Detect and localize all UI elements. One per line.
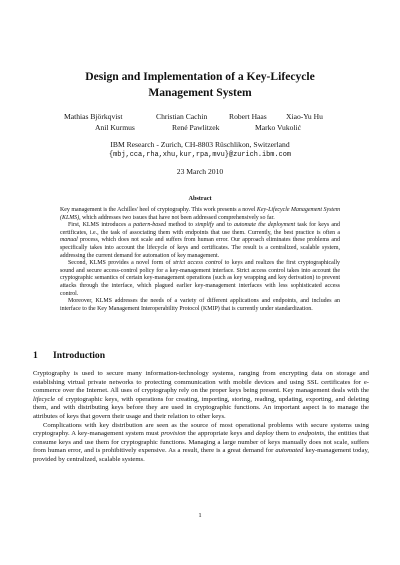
- abstract-paragraph: Key management is the Achilles' heel of cryptography. This work presents a novel Key-Lifecycle Management System (KLMS), which addresses two issues that have not been addressed comprehensively so far.: [60, 207, 340, 221]
- author-name: René Pawlitzek: [172, 123, 220, 132]
- section-number: 1: [33, 350, 38, 361]
- section-title: Introduction: [53, 350, 106, 361]
- title-line-1: Design and Implementation of a Key-Lifecycle: [85, 70, 315, 83]
- abstract-paragraph: Second, KLMS provides a novel form of strict access control to keys and realizes the first cryptographically sound and secure access-control policy for a key-management interface. Strict access control takes into account the cryptographic semantics of certain key-management operations (such as key wrapping and key derivation) to prevent attacks through the interface, which plagued earlier key-management interfaces with less sophisticated access control.: [60, 260, 340, 297]
- abstract-paragraph: Moreover, KLMS addresses the needs of a variety of different applications and endpoints, and includes an interface to the Key Management Interoperability Protocol (KMIP) that is currently under standardization.: [60, 298, 340, 312]
- author-name: Robert Haas: [229, 112, 267, 121]
- section-body: [33, 370, 369, 465]
- author-emails: {mbj,cca,rha,xhu,kur,rpa,mvu}@zurich.ibm.com: [109, 151, 291, 159]
- paper-date: 23 March 2010: [176, 167, 224, 176]
- paper-title: [40, 69, 360, 101]
- affiliation: IBM Research - Zurich, CH-8803 Rüschlikon, Switzerland: [110, 140, 290, 149]
- author-name: Marko Vukolić: [255, 123, 302, 132]
- body-paragraph: Complications with key distribution are seen as the source of most operational problems with secure systems using cryptography. A key-management system must provision the appropriate keys and deploy them to endpoints, the entities that consume keys and use them for cryptographic functions. Managing a large number of keys manually does not scale, suffers from human error, and is prohibitively expensive. As a result, there is a great demand for automated key-management today, provided by centralized, scalable systems.: [33, 421, 369, 463]
- author-name: Xiao-Yu Hu: [286, 112, 323, 121]
- page-number: 1: [198, 512, 202, 519]
- title-line-2: Management System: [148, 86, 252, 99]
- affiliation-block: [20, 140, 380, 160]
- section-heading: [33, 350, 105, 361]
- abstract-text: [60, 207, 340, 313]
- author-name: Christian Cachin: [156, 112, 208, 121]
- body-paragraph: Cryptography is used to secure many information-technology systems, ranging from encrypting data on storage and establishing virtual private networks to protecting communication with mobile devices and using SSL certificates for e-commerce over the Internet. All uses of cryptography rely on the proper keys being present. Key management deals with the lifecycle of cryptographic keys, with operations for creating, importing, storing, reading, updating, exporting, and deleting them, and with distributing keys before they are used in cryptographic functions. An important aspect is to manage the attributes of keys that govern their usage and their relation to other keys.: [33, 370, 369, 420]
- author-name: Anil Kurmus: [95, 123, 135, 132]
- author-name: Mathias Björkqvist: [64, 112, 123, 121]
- abstract-heading: Abstract: [188, 195, 212, 202]
- abstract-paragraph: First, KLMS introduces a pattern-based method to simplify and to automate the deployment task for keys and certificates, i.e., the task of associating them with endpoints that use them. Currently, the best practice is often a manual process, which does not scale and suffers from human error. Our approach eliminates these problems and specifically takes into account the lifecycle of keys and certificates. The result is a centralized, scalable system, addressing the current demand for automation of key management.: [60, 222, 340, 259]
